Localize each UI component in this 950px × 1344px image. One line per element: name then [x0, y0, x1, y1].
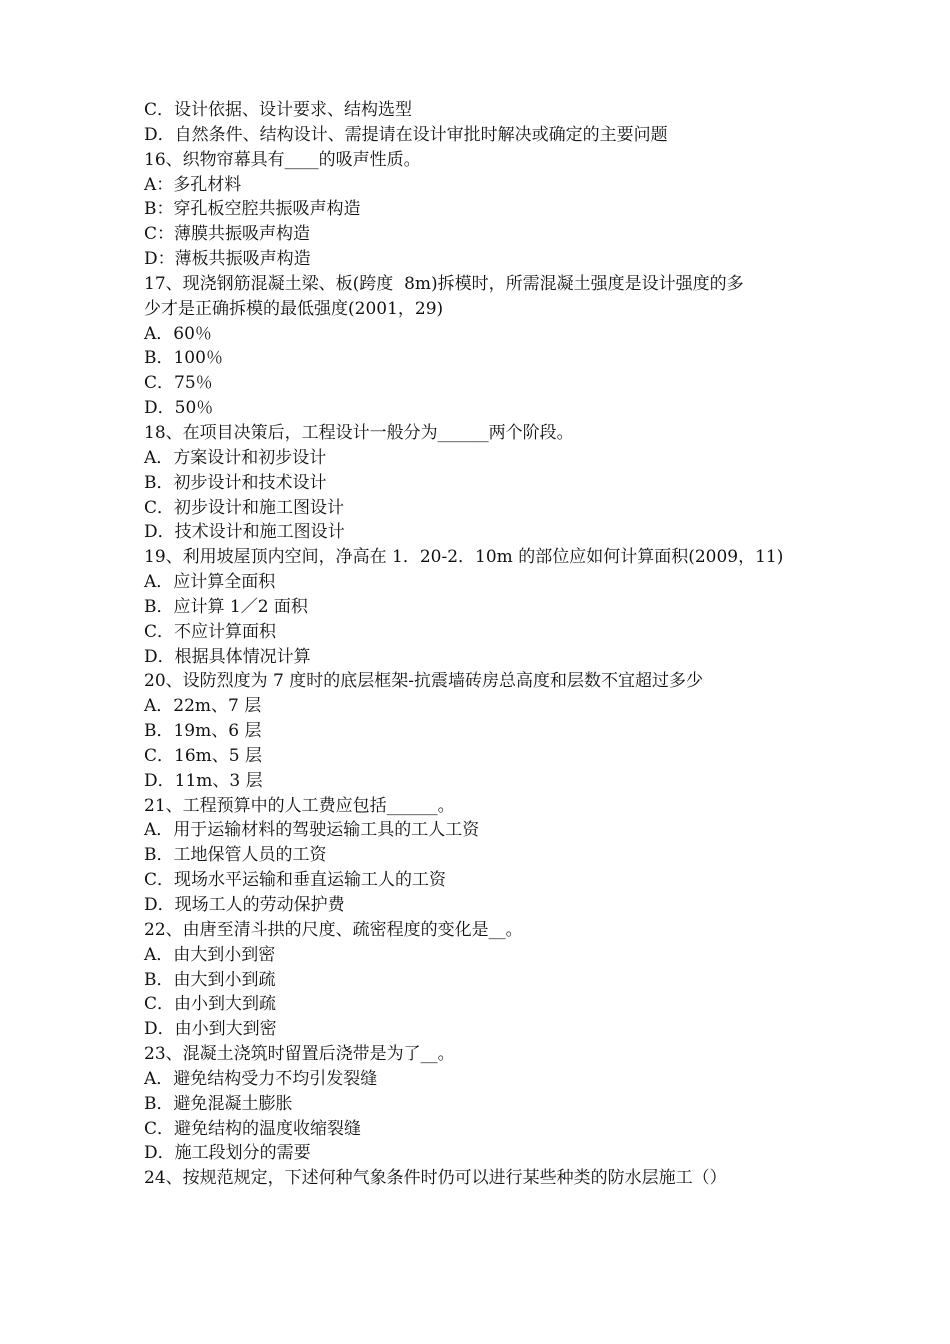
q21-option-b: B．工地保管人员的工资: [144, 845, 327, 866]
q16-option-d: D：薄板共振吸声构造: [144, 249, 311, 270]
q20-option-d: D．11m、3 层: [144, 770, 263, 791]
q22-option-b: B．由大到小到疏: [144, 969, 276, 990]
document-body: [144, 98, 824, 1191]
q20-option-b: B．19m、6 层: [144, 721, 262, 742]
question-19: 19、利用坡屋顶内空间，净高在 1．20-2．10m 的部位应如何计算面积(2009，11): [144, 547, 784, 568]
q18-option-c: C．初步设计和施工图设计: [144, 497, 345, 518]
q23-option-b: B．避免混凝土膨胀: [144, 1093, 293, 1114]
question-17-continued: 少才是正确拆模的最低强度(2001，29): [144, 298, 444, 319]
q23-option-c: C．避免结构的温度收缩裂缝: [144, 1118, 362, 1139]
q23-option-a: A．避免结构受力不均引发裂缝: [144, 1068, 378, 1089]
option-c-line: C．设计依据、设计要求、结构选型: [144, 100, 413, 120]
q20-option-a: A．22m、7 层: [144, 696, 262, 717]
q19-option-c: C．不应计算面积: [144, 621, 277, 642]
q22-option-c: C．由小到大到疏: [144, 994, 277, 1015]
q18-option-d: D．技术设计和施工图设计: [144, 522, 345, 543]
q23-option-d: D．施工段划分的需要: [144, 1143, 311, 1164]
q21-option-a: A．用于运输材料的驾驶运输工具的工人工资: [144, 820, 480, 841]
q21-option-d: D．现场工人的劳动保护费: [144, 895, 345, 915]
q19-option-b: B．应计算 1／2 面积: [144, 596, 308, 617]
q17-option-d: D．50％: [144, 398, 214, 419]
question-22: 22、由唐至清斗拱的尺度、疏密程度的变化是__。: [144, 919, 523, 940]
question-21: 21、工程预算中的人工费应包括______。: [144, 795, 455, 816]
q18-option-b: B．初步设计和技术设计: [144, 472, 327, 493]
q21-option-c: C．现场水平运输和垂直运输工人的工资: [144, 870, 447, 891]
q17-option-b: B．100％: [144, 348, 223, 369]
question-20: 20、设防烈度为 7 度时的底层框架-抗震墙砖房总高度和层数不宜超过多少: [144, 671, 703, 692]
question-17: 17、现浇钢筋混凝土梁、板(跨度 8m)拆模时，所需混凝土强度是设计强度的多: [144, 273, 744, 294]
option-d-line: D．自然条件、结构设计、需提请在设计审批时解决或确定的主要问题: [144, 124, 668, 145]
q20-option-c: C．16m、5 层: [144, 745, 262, 766]
question-16: 16、织物帘幕具有____的吸声性质。: [144, 149, 421, 170]
q22-option-a: A．由大到小到密: [144, 944, 276, 965]
q16-option-b: B：穿孔板空腔共振吸声构造: [144, 199, 361, 220]
q17-option-a: A．60％: [144, 323, 212, 344]
q18-option-a: A．方案设计和初步设计: [144, 447, 327, 468]
q17-option-c: C．75％: [144, 373, 213, 394]
q19-option-d: D．根据具体情况计算: [144, 646, 311, 667]
q22-option-d: D．由小到大到密: [144, 1019, 277, 1040]
q19-option-a: A．应计算全面积: [144, 572, 276, 593]
question-23: 23、混凝土浇筑时留置后浇带是为了__。: [144, 1044, 455, 1065]
q16-option-a: A：多孔材料: [144, 174, 242, 195]
question-18: 18、在项目决策后，工程设计一般分为______两个阶段。: [144, 422, 574, 443]
q16-option-c: C：薄膜共振吸声构造: [144, 224, 311, 245]
question-24: 24、按规范规定，下述何种气象条件时仍可以进行某些种类的防水层施工（）: [144, 1168, 727, 1189]
